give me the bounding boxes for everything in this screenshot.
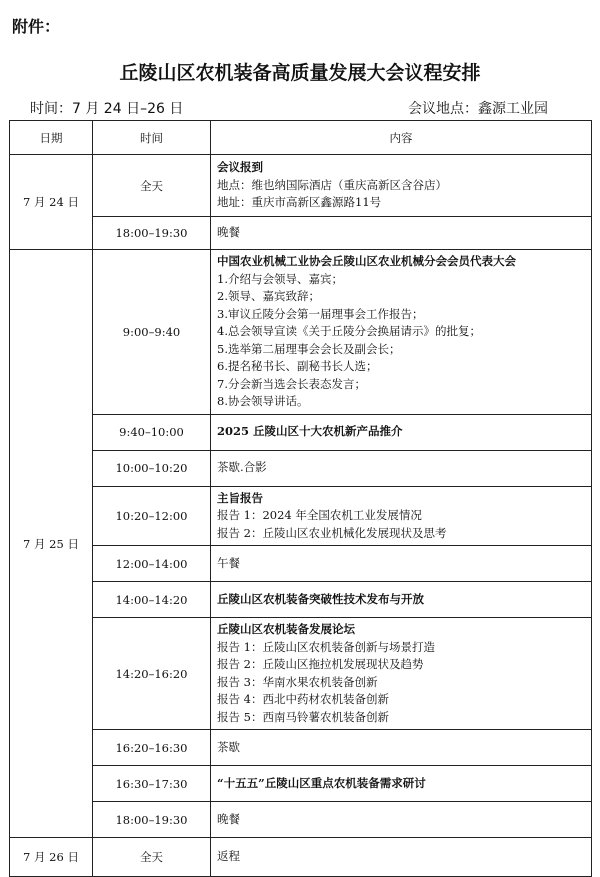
content-cell [211, 414, 592, 450]
session-heading: 丘陵山区农机装备突破性技术发布与开放 [217, 591, 424, 606]
session-heading: 晚餐 [217, 811, 240, 826]
table-row [10, 217, 592, 250]
time-cell: 14:00–14:20 [93, 582, 211, 618]
attachment-label: 附件： [12, 17, 61, 36]
time-cell: 9:00–9:40 [93, 250, 211, 415]
time-cell: 12:00–14:00 [93, 546, 211, 582]
time-cell: 18:00–19:30 [93, 802, 211, 838]
content-cell [211, 802, 592, 838]
header-date: 日期 [10, 121, 93, 155]
table-row [10, 546, 592, 582]
table-row [10, 486, 592, 546]
content-cell [211, 618, 592, 730]
session-heading: 返程 [217, 849, 240, 864]
session-detail-line: 5.选举第二届理事会会长及副会长； [217, 341, 401, 356]
session-heading: 丘陵山区农机装备发展论坛 [217, 622, 355, 636]
content-cell [211, 450, 592, 486]
agenda-body [10, 155, 592, 877]
session-heading: 茶歇 [217, 739, 240, 754]
content-cell [211, 546, 592, 582]
time-cell: 14:20–16:20 [93, 618, 211, 730]
session-heading: 午餐 [217, 555, 240, 570]
session-detail-line: 报告 3：华南水果农机装备创新 [217, 674, 378, 689]
table-header-row [10, 121, 592, 155]
table-row [10, 250, 592, 415]
session-detail-line: 8.协会领导讲话。 [217, 394, 309, 408]
agenda-table [9, 120, 592, 877]
time-cell: 10:20–12:00 [93, 486, 211, 546]
session-heading: 茶歇.合影 [217, 460, 267, 475]
session-heading: 主旨报告 [217, 490, 263, 505]
session-detail-line: 1.介绍与会领导、嘉宾； [217, 271, 343, 286]
content-cell [211, 250, 592, 415]
session-detail-line: 7.分会新当选会长表态发言； [217, 376, 366, 391]
session-detail-line: 2.领导、嘉宾致辞； [217, 289, 320, 303]
time-cell: 16:20–16:30 [93, 730, 211, 766]
content-cell [211, 486, 592, 546]
table-row [10, 450, 592, 486]
session-heading: 会议报到 [217, 160, 263, 175]
time-cell: 全天 [93, 838, 211, 877]
table-row [10, 582, 592, 618]
session-detail-line: 地址：重庆市高新区鑫源路11号 [217, 195, 382, 210]
session-detail-line: 3.审议丘陵分会第一届理事会工作报告； [217, 306, 424, 321]
table-row [10, 414, 592, 450]
session-detail-line: 地点：维也纳国际酒店（重庆高新区含谷店） [217, 177, 447, 192]
session-detail-line: 6.提名秘书长、副秘书长人选； [217, 359, 378, 373]
content-cell [211, 766, 592, 802]
content-cell [211, 155, 592, 217]
document-title: 丘陵山区农机装备高质量发展大会议程安排 [119, 62, 481, 84]
session-detail-line: 报告 4：西北中药材农机装备创新 [217, 692, 389, 706]
session-heading: 2025 丘陵山区十大农机新产品推介 [217, 424, 403, 439]
table-row [10, 730, 592, 766]
meeting-venue: 会议地点：鑫源工业园 [408, 101, 548, 117]
table-row [10, 618, 592, 730]
content-cell [211, 217, 592, 250]
date-cell: 7 月 26 日 [10, 838, 93, 877]
time-cell: 18:00–19:30 [93, 217, 211, 250]
session-detail-line: 报告 5：西南马铃薯农机装备创新 [217, 709, 389, 724]
session-heading: “十五五”丘陵山区重点农机装备需求研讨 [217, 775, 426, 790]
session-detail-line: 4.总会领导宣读《关于丘陵分会换届请示》的批复； [217, 324, 481, 338]
meeting-time: 时间：7 月 24 日–26 日 [30, 101, 184, 117]
date-cell: 7 月 24 日 [10, 155, 93, 250]
table-row [10, 155, 592, 217]
header-time: 时间 [93, 121, 211, 155]
content-cell [211, 730, 592, 766]
time-cell: 16:30–17:30 [93, 766, 211, 802]
header-content: 内容 [211, 121, 592, 155]
time-cell: 10:00–10:20 [93, 450, 211, 486]
table-row [10, 766, 592, 802]
content-cell [211, 582, 592, 618]
session-heading: 晚餐 [217, 225, 240, 240]
session-detail-line: 报告 1：2024 年全国农机工业发展情况 [217, 508, 422, 522]
table-row [10, 802, 592, 838]
session-detail-line: 报告 1：丘陵山区农机装备创新与场景打造 [217, 639, 435, 654]
time-cell: 9:40–10:00 [93, 414, 211, 450]
session-detail-line: 报告 2：丘陵山区拖拉机发展现状及趋势 [217, 657, 424, 671]
time-cell: 全天 [93, 155, 211, 217]
date-cell: 7 月 25 日 [10, 250, 93, 838]
session-heading: 中国农业机械工业协会丘陵山区农业机械分会会员代表大会 [217, 254, 516, 268]
session-detail-line: 报告 2：丘陵山区农业机械化发展现状及思考 [217, 525, 447, 540]
